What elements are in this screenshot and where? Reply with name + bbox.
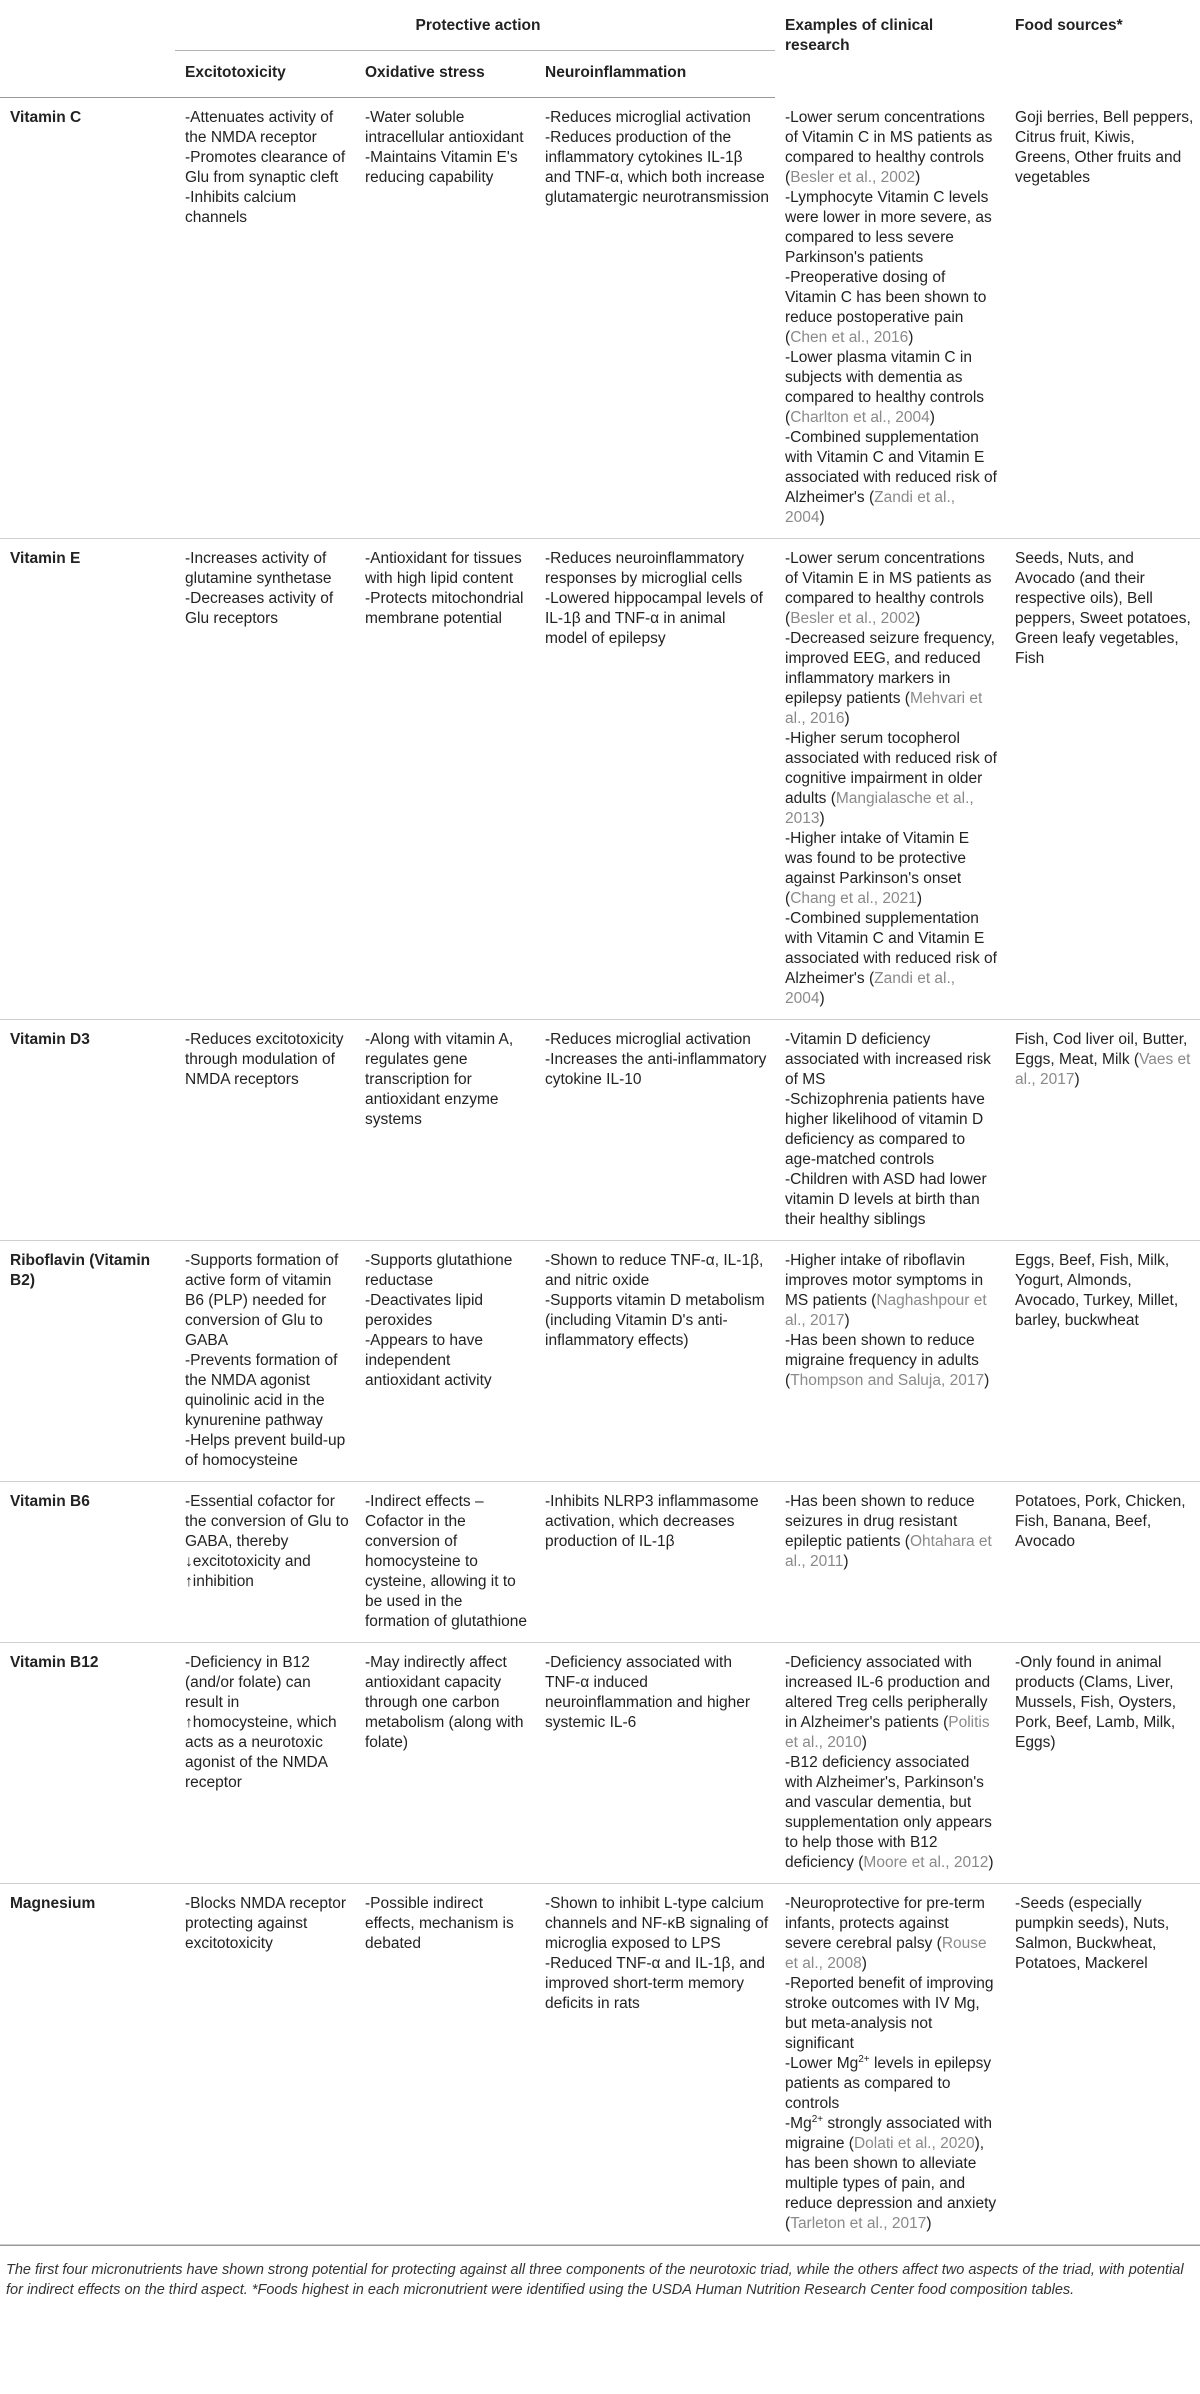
citation-link[interactable]: Besler et al., 2002: [790, 168, 916, 186]
cell-line: -Supports vitamin D metabolism (including Vitamin D's anti-inflammatory effects): [545, 1291, 765, 1349]
cell-line: -Antioxidant for tissues with high lipid content: [365, 549, 522, 587]
cell-line: -Deficiency associated with TNF-α induced neuroinflammation and higher systemic IL-6: [545, 1653, 751, 1731]
clinical-item: -Higher serum tocopherol associated with reduced risk of cognitive impairment in older adults (Mangialasche et al., 2013): [785, 729, 997, 827]
citation-link[interactable]: Tarleton et al., 2017: [790, 2214, 927, 2232]
cell-line: -Reduces production of the inflammatory cytokines IL-1β and TNF-α, which both increase glutamatergic neurotransmission: [545, 129, 769, 206]
clinical-item: -Children with ASD had lower vitamin D levels at birth than their healthy siblings: [785, 1170, 987, 1228]
cell-food-sources: [1005, 1883, 1200, 2244]
cell-excitotoxicity: [175, 1883, 355, 2244]
cell-line: -Deficiency in B12 (and/or folate) can result in ↑homocysteine, which acts as a neurotoxic agonist of the NMDA receptor: [185, 1653, 337, 1791]
cell-neuro: [535, 1481, 775, 1642]
cell-line: -Reduced TNF-α and IL-1β, and improved short-term memory deficits in rats: [545, 1954, 766, 2012]
citation-link[interactable]: Dolati et al., 2020: [853, 2134, 975, 2152]
cell-clinical-research: [775, 1240, 1005, 1481]
cell-line: -Reduces neuroinflammatory responses by microglial cells: [545, 549, 745, 587]
cell-excitotoxicity: [175, 1240, 355, 1481]
header-empty-2: [0, 51, 175, 98]
table-row: [0, 98, 1200, 539]
cell-line: -Promotes clearance of Glu from synaptic cleft: [185, 149, 346, 186]
cell-line: -Inhibits calcium channels: [185, 189, 297, 226]
food-sources-text: -Only found in animal products (Clams, Liver, Mussels, Fish, Oysters, Pork, Beef, Lamb, Milk, Eggs): [1015, 1653, 1177, 1751]
cell-food-sources: [1005, 98, 1200, 539]
cell-clinical-research: [775, 538, 1005, 1019]
cell-excitotoxicity: [175, 538, 355, 1019]
food-sources-text: Fish, Cod liver oil, Butter, Eggs, Meat, Milk: [1015, 1030, 1188, 1068]
cell-food-sources: Fish, Cod liver oil, Butter, Eggs, Meat, Milk (Vaes et al., 2017): [1005, 1019, 1200, 1240]
superscript: 2+: [811, 2113, 824, 2125]
clinical-item: -Decreased seizure frequency, improved EEG, and reduced inflammatory markers in epilepsy patients (Mehvari et al., 2016): [785, 629, 995, 727]
cell-clinical-research: [775, 98, 1005, 539]
cell-food-sources: [1005, 1240, 1200, 1481]
cell-line: -Along with vitamin A, regulates gene transcription for antioxidant enzyme systems: [365, 1030, 514, 1128]
clinical-item: -Combined supplementation with Vitamin C and Vitamin E associated with reduced risk of Alzheimer's (Zandi et al., 2004): [785, 428, 997, 526]
citation-link[interactable]: Rouse et al., 2008: [785, 1934, 987, 1972]
cell-food-sources: [1005, 1481, 1200, 1642]
cell-neuro: [535, 98, 775, 539]
food-sources-text: -Seeds (especially pumpkin seeds), Nuts, Salmon, Buckwheat, Potatoes, Mackerel: [1015, 1894, 1170, 1972]
cell-excitotoxicity: [175, 98, 355, 539]
clinical-item: -Lower serum concentrations of Vitamin C in MS patients as compared to healthy controls (Besler et al., 2002): [785, 108, 993, 186]
food-sources-text: Goji berries, Bell peppers, Citrus fruit, Kiwis, Greens, Other fruits and vegetables: [1015, 108, 1194, 186]
clinical-item: -Has been shown to reduce migraine frequency in adults (Thompson and Saluja, 2017): [785, 1331, 990, 1389]
cell-clinical-research: [775, 1019, 1005, 1240]
cell-food-sources: [1005, 1642, 1200, 1883]
header-oxidative-stress: Oxidative stress: [355, 51, 535, 98]
cell-oxidative: [355, 1642, 535, 1883]
cell-line: -Maintains Vitamin E's reducing capability: [365, 149, 518, 186]
citation-link[interactable]: Mehvari et al., 2016: [785, 689, 983, 727]
cell-clinical-research: [775, 1642, 1005, 1883]
cell-neuro: [535, 538, 775, 1019]
cell-line: -Shown to inhibit L-type calcium channels and NF-κB signaling of microglia exposed to LPS: [545, 1894, 769, 1952]
cell-line: -Blocks NMDA receptor protecting against excitotoxicity: [185, 1894, 347, 1952]
cell-line: -Possible indirect effects, mechanism is debated: [365, 1894, 514, 1952]
cell-line: -Lowered hippocampal levels of IL-1β and TNF-α in animal model of epilepsy: [545, 589, 763, 647]
table-row: [0, 1240, 1200, 1481]
header-protective-action: Protective action: [415, 17, 541, 34]
cell-line: -Supports glutathione reductase: [365, 1251, 513, 1289]
clinical-item: -Reported benefit of improving stroke outcomes with IV Mg, but meta-analysis not significant: [785, 1974, 994, 2052]
clinical-item: -Has been shown to reduce seizures in drug resistant epileptic patients (Ohtahara et al., 2011): [785, 1492, 992, 1570]
cell-oxidative: [355, 98, 535, 539]
cell-neuro: [535, 1642, 775, 1883]
clinical-item: -Schizophrenia patients have higher likelihood of vitamin D deficiency as compared to age-matched controls: [785, 1090, 985, 1168]
cell-excitotoxicity: [175, 1481, 355, 1642]
cell-line: -Essential cofactor for the conversion of Glu to GABA, thereby ↓excitotoxicity and ↑inhibition: [185, 1492, 349, 1590]
table-row: [0, 1019, 1200, 1240]
clinical-item: -Lymphocyte Vitamin C levels were lower in more severe, as compared to less severe Parkinson's patients: [785, 188, 992, 266]
cell-line: -Reduces microglial activation: [545, 109, 751, 126]
cell-line: -Attenuates activity of the NMDA receptor: [185, 109, 334, 146]
citation-link[interactable]: Moore et al., 2012: [863, 1853, 989, 1871]
cell-line: -Water soluble intracellular antioxidant: [365, 109, 524, 146]
table-row: [0, 1642, 1200, 1883]
citation-link[interactable]: Politis et al., 2010: [785, 1713, 990, 1751]
cell-line: -Prevents formation of the NMDA agonist quinolinic acid in the kynurenine pathway: [185, 1351, 338, 1429]
table-row: [0, 1883, 1200, 2244]
micronutrient-name: Vitamin D3: [0, 1019, 175, 1240]
cell-line: -May indirectly affect antioxidant capacity through one carbon metabolism (along with folate): [365, 1653, 524, 1751]
cell-clinical-research: [775, 1481, 1005, 1642]
cell-line: -Reduces microglial activation: [545, 1030, 751, 1048]
header-empty: [0, 0, 175, 51]
cell-food-sources: [1005, 538, 1200, 1019]
cell-oxidative: [355, 1240, 535, 1481]
header-neuroinflammation: Neuroinflammation: [535, 51, 775, 98]
micronutrient-name: Vitamin B12: [0, 1642, 175, 1883]
table-body: [0, 98, 1200, 2245]
cell-line: -Indirect effects – Cofactor in the conversion of homocysteine to cysteine, allowing it to be used in the formation of glutathione: [365, 1492, 527, 1630]
citation-link[interactable]: Zandi et al., 2004: [785, 488, 956, 526]
citation-link[interactable]: Ohtahara et al., 2011: [785, 1532, 992, 1570]
clinical-item: -Neuroprotective for pre-term infants, protects against severe cerebral palsy (Rouse et al., 2008): [785, 1894, 987, 1972]
citation-link[interactable]: Chang et al., 2021: [790, 889, 917, 907]
header-food-sources: Food sources*: [1015, 17, 1123, 34]
clinical-item: -Deficiency associated with increased IL-6 production and altered Treg cells peripherally in Alzheimer's patients (Politis et al., 2010): [785, 1653, 991, 1751]
clinical-item: -Lower plasma vitamin C in subjects with dementia as compared to healthy controls (Charlton et al., 2004): [785, 348, 985, 426]
cell-line: -Helps prevent build-up of homocysteine: [185, 1431, 346, 1469]
clinical-item: (Tarleton et al., 2017): [785, 2214, 932, 2232]
table-row: [0, 538, 1200, 1019]
clinical-item: -Preoperative dosing of Vitamin C has been shown to reduce postoperative pain (Chen et al., 2016): [785, 268, 987, 346]
cell-neuro: [535, 1019, 775, 1240]
clinical-item: -Higher intake of riboflavin improves motor symptoms in MS patients (Naghashpour et al., 2017): [785, 1251, 987, 1329]
citation-link[interactable]: Besler et al., 2002: [790, 609, 916, 627]
micronutrient-name: Vitamin B6: [0, 1481, 175, 1642]
cell-line: -Inhibits NLRP3 inflammasome activation, which decreases production of IL-1β: [545, 1492, 759, 1550]
cell-oxidative: [355, 1481, 535, 1642]
food-sources-text: Eggs, Beef, Fish, Milk, Yogurt, Almonds, Avocado, Turkey, Millet, barley, buckwheat: [1015, 1251, 1179, 1329]
cell-line: -Decreases activity of Glu receptors: [185, 589, 334, 627]
cell-line: -Increases the anti-inflammatory cytokine IL-10: [545, 1050, 767, 1088]
cell-line: -Reduces excitotoxicity through modulation of NMDA receptors: [185, 1030, 344, 1088]
header-clinical-research: Examples of clinical research: [785, 17, 934, 54]
cell-oxidative: [355, 1019, 535, 1240]
micronutrient-name: Magnesium: [0, 1883, 175, 2244]
clinical-item: -B12 deficiency associated with Alzheimer's, Parkinson's and vascular dementia, but supplementation only appears to help those with B12 deficiency (Moore et al., 2012): [785, 1753, 994, 1871]
micronutrient-name: Vitamin E: [0, 538, 175, 1019]
cell-line: -Appears to have independent antioxidant activity: [365, 1331, 492, 1389]
superscript: 2+: [858, 2053, 870, 2065]
citation-link[interactable]: Thompson and Saluja, 2017: [790, 1371, 985, 1389]
citation-link[interactable]: Zandi et al., 2004: [785, 969, 956, 1007]
citation-link[interactable]: Mangialasche et al., 2013: [785, 789, 974, 827]
table-header: [0, 0, 1200, 98]
cell-excitotoxicity: [175, 1642, 355, 1883]
cell-excitotoxicity: [175, 1019, 355, 1240]
citation-link[interactable]: Charlton et al., 2004: [790, 408, 930, 426]
cell-oxidative: [355, 538, 535, 1019]
table-footnote: The first four micronutrients have shown strong potential for protecting against all three components of the neurotoxic triad, while the others affect two aspects of the triad, with potential for indirect effects on the third aspect. *Foods highest in each micronutrient were identified using the USDA Human Nutrition Research Center food composition tables.: [0, 2245, 1200, 2320]
micronutrient-name: Vitamin C: [0, 98, 175, 539]
food-sources-text: Seeds, Nuts, and Avocado (and their respective oils), Bell peppers, Sweet potatoes, Green leafy vegetables, Fish: [1015, 549, 1191, 667]
cell-neuro: [535, 1240, 775, 1481]
cell-neuro: [535, 1883, 775, 2244]
citation-link[interactable]: Chen et al., 2016: [790, 328, 909, 346]
cell-oxidative: [355, 1883, 535, 2244]
citation-link[interactable]: Vaes et al., 2017: [1015, 1050, 1191, 1088]
clinical-item: -Vitamin D deficiency associated with increased risk of MS: [785, 1030, 991, 1088]
cell-line: -Protects mitochondrial membrane potential: [365, 589, 524, 627]
clinical-item: -Combined supplementation with Vitamin C and Vitamin E associated with reduced risk of Alzheimer's (Zandi et al., 2004): [785, 909, 997, 1007]
clinical-item: -Higher intake of Vitamin E was found to be protective against Parkinson's onset (Chang et al., 2021): [785, 829, 970, 907]
clinical-item: -Lower serum concentrations of Vitamin E in MS patients as compared to healthy controls (Besler et al., 2002): [785, 549, 992, 627]
cell-line: -Supports formation of active form of vitamin B6 (PLP) needed for conversion of Glu to GABA: [185, 1251, 339, 1349]
citation-link[interactable]: Naghashpour et al., 2017: [785, 1291, 987, 1329]
table-row: [0, 1481, 1200, 1642]
micronutrient-name: Riboflavin (Vitamin B2): [0, 1240, 175, 1481]
cell-line: -Shown to reduce TNF-α, IL-1β, and nitric oxide: [545, 1251, 764, 1289]
cell-clinical-research: [775, 1883, 1005, 2244]
clinical-item: $-Mg^{2+}$ strongly associated with migraine (Dolati et al., 2020), has been shown to alleviate multiple types of pain, and reduce depression and anxiety: [785, 2113, 997, 2212]
cell-line: -Increases activity of glutamine synthetase: [185, 549, 332, 587]
clinical-item: -Lower $Mg^{2+}$ levels in epilepsy patients as compared to controls: [785, 2053, 992, 2112]
header-excitotoxicity: Excitotoxicity: [175, 51, 355, 98]
cell-line: -Deactivates lipid peroxides: [365, 1291, 484, 1329]
food-sources-text: Potatoes, Pork, Chicken, Fish, Banana, Beef, Avocado: [1015, 1492, 1186, 1550]
